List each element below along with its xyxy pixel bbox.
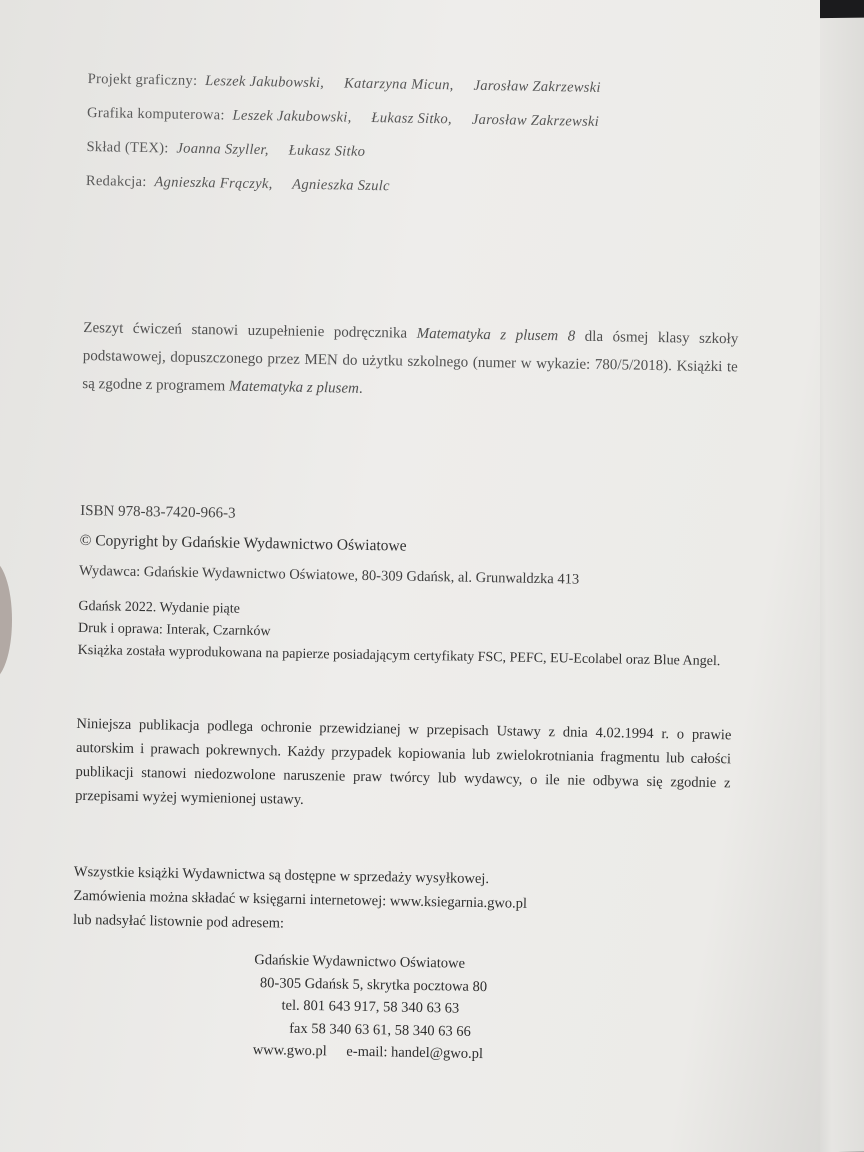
intro-paragraph — [82, 314, 738, 409]
legal-notice: Niniejsza publikacja podlega ochronie przewidzianej w przepisach Ustawy z dnia 4.02.1994 r. o prawie autorskim i prawach pokrewnych. Każdy przypadek kopiowania lub zwielokrotniania fragmentu lub całości publikacji stanowi niedozwolone naruszenie praw twórcy lub wydawcy, o ile nie odbywa się zgodnie z przepisami wyżej wymienionej ustawy. — [75, 715, 732, 808]
credit-name: Jarosław Zakrzewski — [471, 111, 600, 130]
program-title: Matematyka z plusem — [228, 378, 360, 397]
credit-name: Joanna Szyller, — [176, 140, 269, 159]
credit-label: Grafika komputerowa: — [86, 104, 225, 124]
paper-certificates: Książka została wyprodukowana na papierze posiadającym certyfikaty FSC, PEFC, EU-Ecolabel oraz Blue Angel. — [77, 642, 721, 670]
copyright-notice: © Copyright by Gdańskie Wydawnictwo Oświatowe — [79, 531, 407, 555]
credit-names — [205, 73, 617, 96]
address-name: Gdańskie Wydawnictwo Oświatowe — [254, 952, 466, 972]
thumb-shadow — [0, 560, 12, 680]
website-url: www.gwo.pl — [252, 1042, 327, 1060]
edition-info: Gdańsk 2022. Wydanie piąte — [78, 598, 241, 617]
orders-line: Zamówienia można składać w księgarni internetowej: www.ksiegarnia.gwo.pl — [73, 887, 528, 912]
credit-name: Leszek Jakubowski, — [205, 73, 325, 92]
orders-section — [73, 860, 734, 944]
credit-names — [232, 108, 615, 131]
address-fax: fax 58 340 63 61, 58 340 63 66 — [289, 1020, 471, 1040]
credit-name: Łukasz Sitko, — [371, 109, 453, 128]
address-street: 80-305 Gdańsk 5, skrytka pocztowa 80 — [259, 974, 488, 995]
credit-name: Jarosław Zakrzewski — [473, 77, 601, 96]
print-info: Druk i oprawa: Interak, Czarnków — [77, 620, 271, 640]
intro-text: . — [358, 380, 363, 397]
credits-section — [86, 62, 748, 209]
credit-label: Skład (TEX): — [86, 138, 169, 157]
publisher-info: Wydawca: Gdańskie Wydawnictwo Oświatowe, 80-309 Gdańsk, al. Grunwaldzka 413 — [78, 562, 580, 588]
imprint-content — [71, 62, 748, 1070]
credit-names — [154, 174, 406, 194]
isbn-number: ISBN 978-83-7420-966-3 — [80, 502, 236, 522]
postal-address — [253, 949, 733, 1070]
credit-name: Leszek Jakubowski, — [232, 107, 352, 126]
orders-line: Wszystkie książki Wydawnictwa są dostępne w sprzedaży wysyłkowej. — [73, 863, 490, 888]
credit-name: Agnieszka Frączyk, — [154, 174, 273, 193]
intro-text: dla ósmej klasy szkoły podstawowej, dopuszczonego przez MEN do użytku szkolnego (numer w wykazie: 780/5/2018). Książki te są zgodne z programem — [82, 328, 739, 395]
textbook-title: Matematyka z plusem 8 — [416, 325, 576, 345]
credit-name: Agnieszka Szulc — [292, 176, 390, 195]
credit-name: Katarzyna Micun, — [343, 75, 454, 94]
orders-line: lub nadsyłać listownie pod adresem: — [72, 911, 285, 932]
credit-names — [176, 141, 381, 161]
intro-text: Zeszyt ćwiczeń stanowi uzupełnienie podręcznika — [83, 319, 417, 342]
credit-name: Łukasz Sitko — [288, 142, 366, 160]
credit-label: Redakcja: — [85, 172, 147, 191]
credit-label: Projekt graficzny: — [87, 70, 198, 89]
edition-block — [78, 596, 739, 674]
email-address: e-mail: handel@gwo.pl — [346, 1043, 484, 1063]
address-phone: tel. 801 643 917, 58 340 63 63 — [281, 997, 460, 1017]
